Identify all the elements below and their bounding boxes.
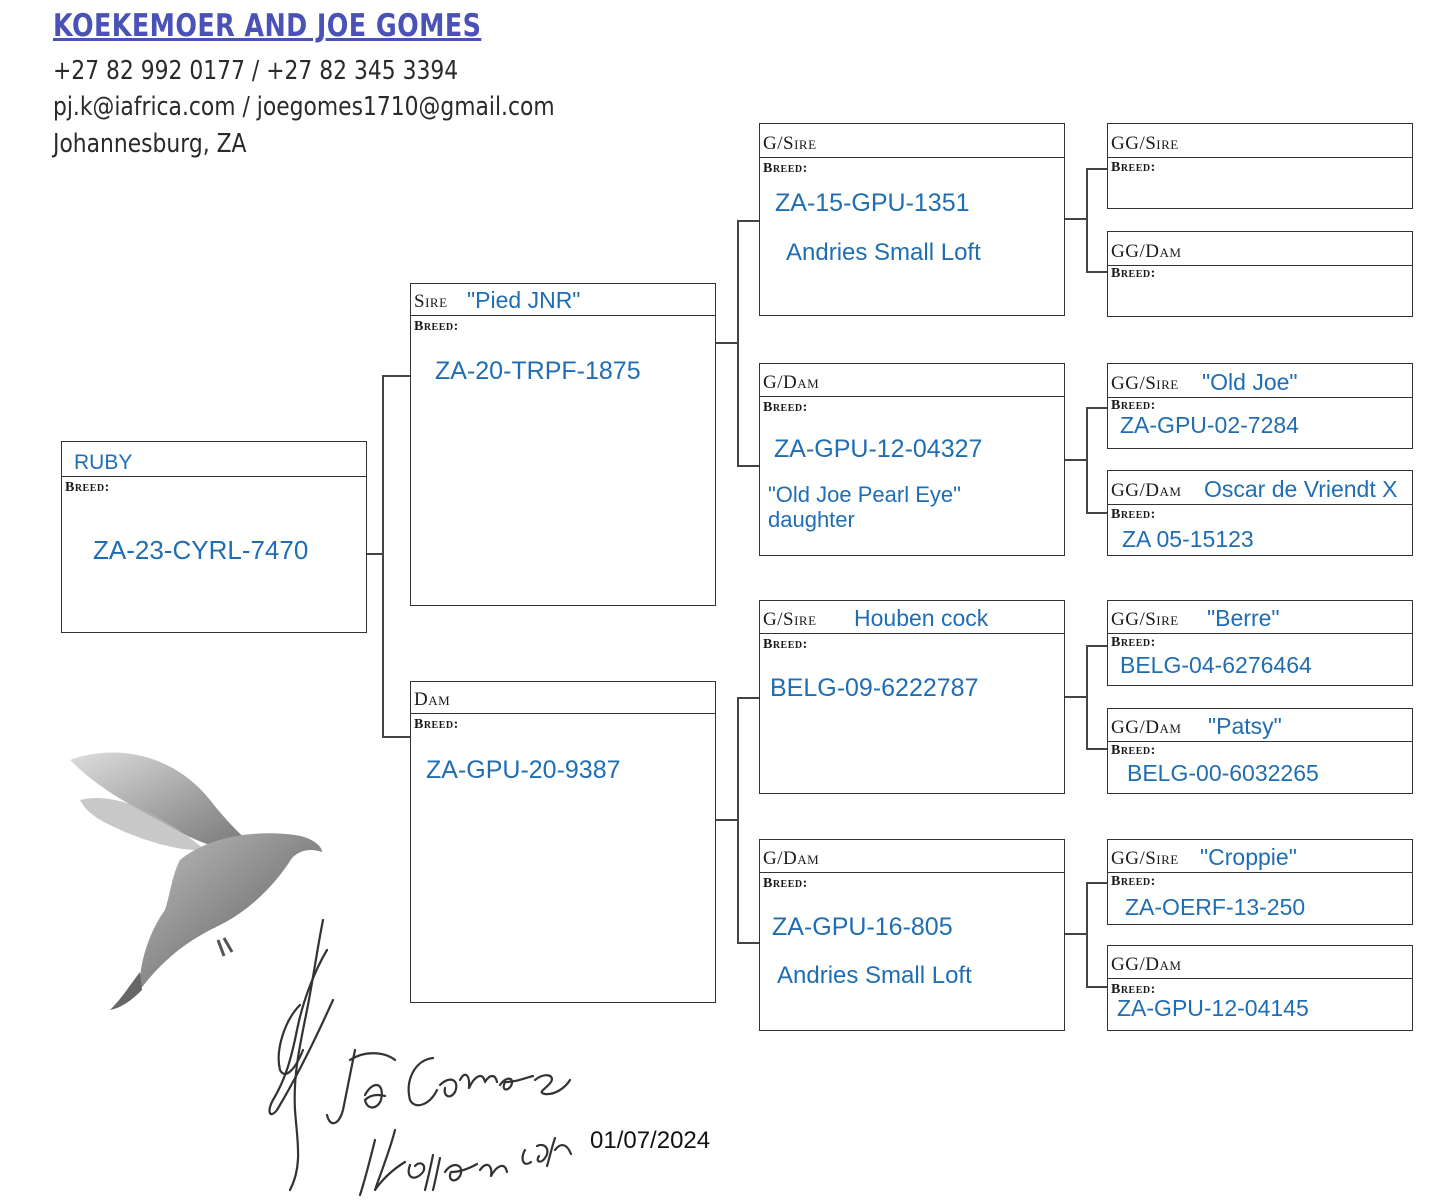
- gg-header: [1108, 124, 1412, 158]
- connector: [737, 942, 760, 944]
- gg-ring: BELG-04-6276464: [1120, 652, 1312, 678]
- breed-label: Breed:: [763, 637, 808, 652]
- connector: [382, 375, 411, 377]
- gg-role: GG/Sire: [1111, 609, 1179, 630]
- connector: [1086, 407, 1088, 513]
- sire-box-header: [411, 284, 715, 316]
- connector: [715, 819, 737, 821]
- gg-role: GG/Dam: [1111, 954, 1182, 975]
- sire-role: Sire: [414, 291, 448, 312]
- bird-box: [61, 441, 367, 633]
- dam-dam-header: [760, 840, 1064, 873]
- connector: [1086, 168, 1108, 170]
- gg-header: [1108, 840, 1412, 873]
- gg-header: [1108, 946, 1412, 979]
- dam-box-header: [411, 682, 715, 714]
- gg-box-7: [1107, 839, 1413, 925]
- breed-label: Breed:: [1111, 160, 1156, 175]
- dam-sire-role: G/Sire: [763, 609, 817, 630]
- connector: [1086, 986, 1108, 988]
- gg-role: GG/Dam: [1111, 717, 1182, 738]
- gg-box-1: [1107, 123, 1413, 209]
- breed-label: Breed:: [763, 161, 808, 176]
- breeder-location: Johannesburg, ZA: [53, 129, 247, 159]
- breeder-email: pj.k@iafrica.com / joegomes1710@gmail.com: [53, 92, 555, 122]
- gg-name: "Old Joe": [1202, 369, 1298, 395]
- sire-dam-ring: ZA-GPU-12-04327: [774, 435, 983, 463]
- connector: [737, 220, 760, 222]
- connector: [382, 375, 384, 737]
- gg-role: GG/Dam: [1111, 480, 1182, 501]
- sire-box: [410, 283, 716, 606]
- breed-label: Breed:: [65, 480, 110, 495]
- connector: [737, 220, 739, 466]
- signature-date: 01/07/2024: [590, 1127, 711, 1154]
- sire-sire-note: Andries Small Loft: [786, 239, 981, 266]
- handwritten-signature-icon: [255, 910, 585, 1200]
- dam-sire-name: Houben cock: [854, 605, 989, 631]
- connector: [366, 553, 382, 555]
- breed-label: Breed:: [763, 400, 808, 415]
- gg-role: GG/Sire: [1111, 133, 1179, 154]
- dam-sire-ring: BELG-09-6222787: [770, 674, 979, 702]
- sire-sire-ring: ZA-15-GPU-1351: [775, 189, 970, 217]
- breed-label: Breed:: [1111, 507, 1156, 522]
- sire-dam-role: G/Dam: [763, 372, 820, 393]
- gg-name: "Croppie": [1200, 844, 1297, 870]
- gg-header: [1108, 709, 1412, 742]
- gg-ring: ZA-GPU-12-04145: [1117, 995, 1309, 1021]
- bird-box-header: [62, 442, 366, 477]
- breed-label: Breed:: [763, 876, 808, 891]
- gg-name: Oscar de Vriendt X: [1204, 476, 1398, 502]
- gg-name: "Berre": [1207, 605, 1280, 631]
- gg-header: [1108, 471, 1412, 505]
- bird-name: RUBY: [74, 451, 133, 474]
- sire-dam-header: [760, 364, 1064, 397]
- connector: [1086, 407, 1108, 409]
- breed-label: Breed:: [1111, 635, 1156, 650]
- breeder-phone: +27 82 992 0177 / +27 82 345 3394: [53, 56, 459, 86]
- gg-ring: ZA-OERF-13-250: [1125, 894, 1306, 920]
- sire-dam-note-line2: daughter: [768, 507, 855, 532]
- gg-header: [1108, 601, 1412, 634]
- gg-box-4: [1107, 470, 1413, 556]
- breed-label: Breed:: [1111, 266, 1156, 281]
- sire-sire-role: G/Sire: [763, 133, 817, 154]
- dam-dam-note: Andries Small Loft: [777, 962, 972, 989]
- dam-role: Dam: [414, 689, 451, 710]
- sire-dam-note-line1: "Old Joe Pearl Eye": [768, 482, 961, 507]
- gg-name: "Patsy": [1208, 713, 1282, 739]
- breed-label: Breed:: [1111, 743, 1156, 758]
- connector: [737, 697, 760, 699]
- connector: [1086, 882, 1088, 987]
- dam-dam-ring: ZA-GPU-16-805: [772, 913, 953, 941]
- dam-sire-box: [759, 600, 1065, 794]
- dam-sire-header: [760, 601, 1064, 634]
- connector: [737, 697, 739, 943]
- connector: [1064, 696, 1086, 698]
- breed-label: Breed:: [414, 319, 459, 334]
- breeder-title: KOEKEMOER AND JOE GOMES: [53, 8, 482, 44]
- sire-sire-box: [759, 123, 1065, 316]
- sire-ring: ZA-20-TRPF-1875: [435, 357, 641, 385]
- gg-box-6: [1107, 708, 1413, 794]
- connector: [1086, 748, 1108, 750]
- gg-ring: ZA-GPU-02-7284: [1120, 412, 1299, 438]
- connector: [1086, 645, 1088, 749]
- gg-header: [1108, 232, 1412, 266]
- connector: [1086, 645, 1108, 647]
- breed-label: Breed:: [1111, 874, 1156, 889]
- gg-role: GG/Dam: [1111, 241, 1182, 262]
- connector: [1064, 933, 1086, 935]
- gg-box-3: [1107, 363, 1413, 449]
- connector: [1064, 459, 1086, 461]
- breed-label: Breed:: [1111, 982, 1156, 997]
- gg-ring: ZA 05-15123: [1122, 526, 1254, 552]
- sire-sire-header: [760, 124, 1064, 158]
- gg-box-5: [1107, 600, 1413, 686]
- connector: [1086, 271, 1108, 273]
- gg-header: [1108, 364, 1412, 398]
- dam-dam-role: G/Dam: [763, 848, 820, 869]
- dam-dam-box: [759, 839, 1065, 1031]
- gg-role: GG/Sire: [1111, 848, 1179, 869]
- breed-label: Breed:: [1111, 398, 1156, 413]
- gg-role: GG/Sire: [1111, 373, 1179, 394]
- gg-box-2: [1107, 231, 1413, 317]
- gg-ring: BELG-00-6032265: [1127, 760, 1319, 786]
- sire-dam-box: [759, 363, 1065, 556]
- dam-ring: ZA-GPU-20-9387: [426, 756, 621, 784]
- connector: [1086, 512, 1108, 514]
- connector: [1086, 168, 1088, 272]
- bird-ring: ZA-23-CYRL-7470: [93, 535, 309, 565]
- connector: [1086, 882, 1108, 884]
- breed-label: Breed:: [414, 717, 459, 732]
- connector: [737, 465, 760, 467]
- connector: [715, 342, 737, 344]
- connector: [382, 736, 411, 738]
- sire-name: "Pied JNR": [467, 287, 581, 313]
- connector: [1064, 218, 1086, 220]
- gg-box-8: [1107, 945, 1413, 1031]
